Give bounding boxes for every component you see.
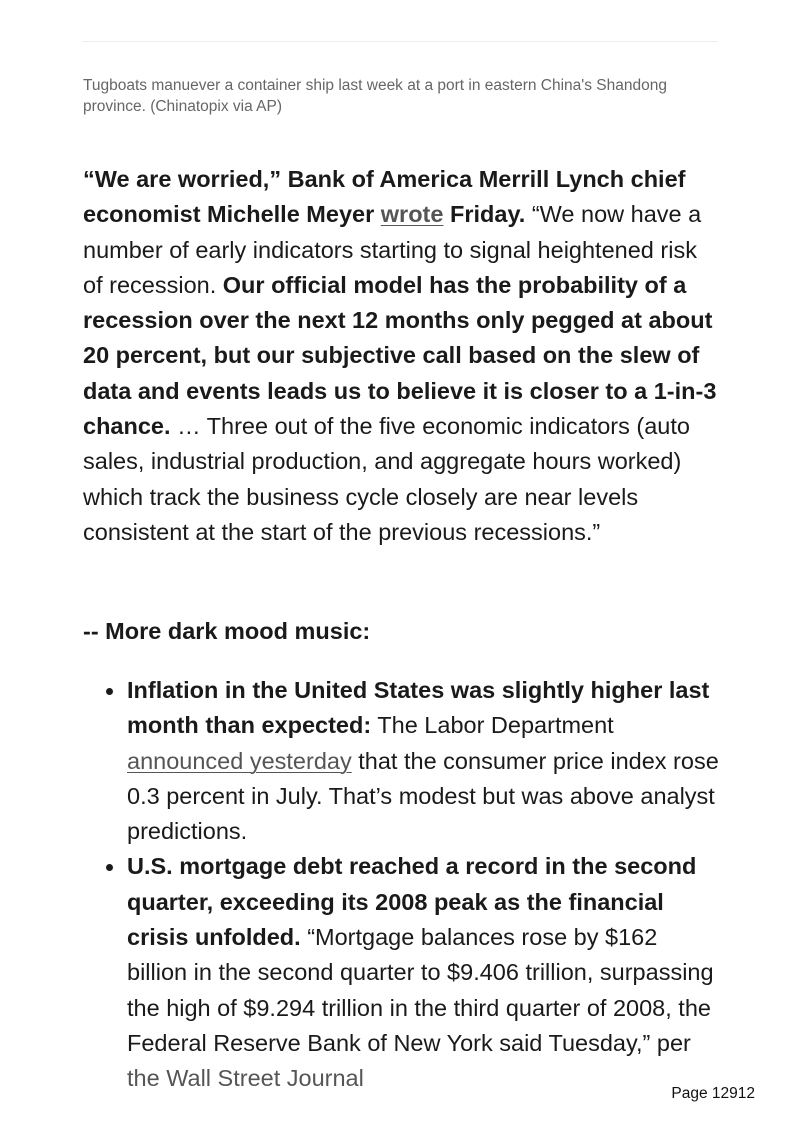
quote-text-2: … Three out of the five economic indicators (auto sales, industrial production, and aggregate hours worked) which track the business cycle closely are near levels consistent at the start of the previous recessions.” (83, 413, 690, 545)
wall-street-journal-link[interactable]: the Wall Street Journal (127, 1065, 364, 1086)
bullet-icon (106, 864, 113, 871)
bullet-list (83, 673, 723, 1086)
list-item (83, 849, 723, 1086)
bullet-icon (106, 688, 113, 695)
quote-lead: “We are worried,” Bank of America Merrill Lynch chief economist Michelle Meyer (83, 166, 686, 228)
bullet-headline: U.S. mortgage debt reached a record in the second quarter, exceeding its 2008 peak as the financial crisis unfolded. (127, 853, 697, 951)
bullet-headline: Inflation in the United States was slightly higher last month than expected: (127, 677, 710, 739)
article-paragraph (83, 162, 723, 550)
page-number: Page 12912 (671, 1085, 755, 1102)
quote-text-1: “We now have a number of early indicators starting to signal heightened risk of recession. (83, 201, 702, 298)
quote-model-statement: Our official model has the probability of a recession over the next 12 months only pegged at about 20 percent, but our subjective call based on the slew of data and events leads us to believe it is closer to a 1-in-3 chance. (83, 271, 717, 440)
top-divider (82, 41, 718, 42)
bullet-text: “Mortgage balances rose by $162 billion in the second quarter to $9.406 trillion, surpassing the high of $9.294 trillion in the third quarter of 2008, the Federal Reserve Bank of New York said Tuesday,” per (127, 924, 714, 1056)
photo-caption: Tugboats manuever a container ship last week at a port in eastern China's Shandong province. (Chinatopix via AP) (83, 77, 667, 115)
bullet-text: The Labor Department (377, 712, 614, 739)
announced-yesterday-link[interactable]: announced yesterday (127, 747, 352, 774)
bullet-text: that the consumer price index rose 0.3 percent in July. That’s modest but was above analyst predictions. (127, 747, 719, 845)
quote-day: Friday. (450, 201, 526, 228)
wrote-link[interactable]: wrote (380, 201, 444, 228)
list-item (83, 673, 723, 849)
section-subheading: -- More dark mood music: (83, 618, 371, 644)
